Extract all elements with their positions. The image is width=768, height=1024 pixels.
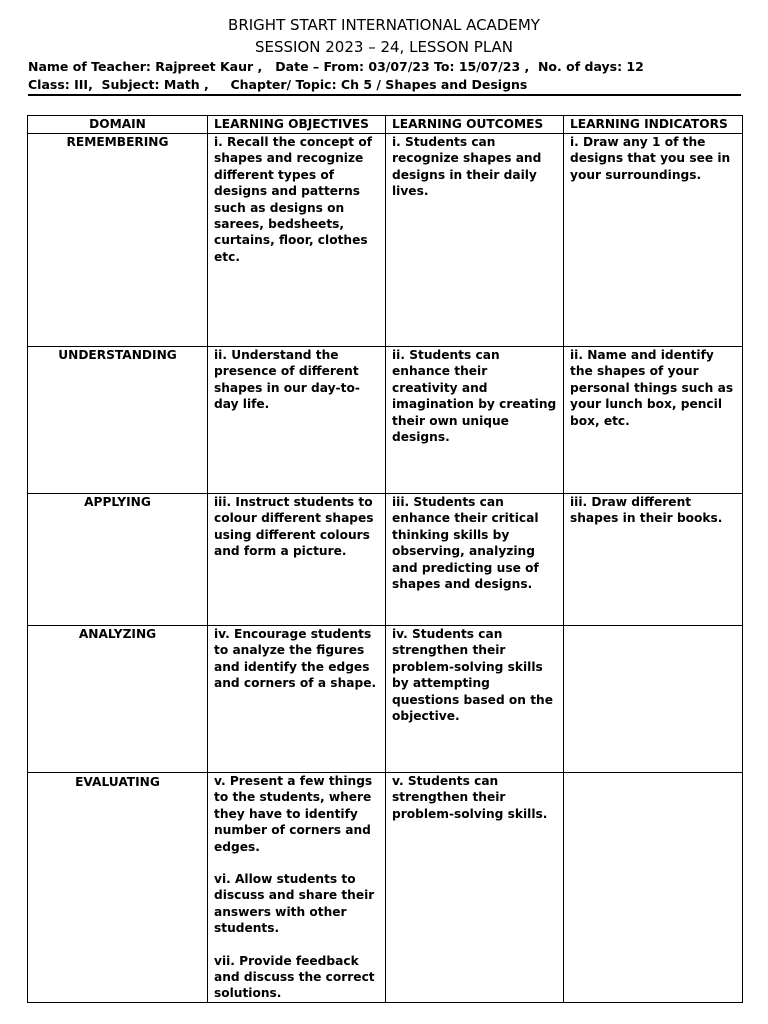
column-header-outcomes: LEARNING OUTCOMES [386, 116, 564, 134]
outcome-cell: ii. Students can enhance their creativity and imagination by creating their own unique designs. [386, 347, 564, 494]
domain-cell: UNDERSTANDING [28, 347, 208, 494]
objective-item: vi. Allow students to discuss and share their answers with other students. [214, 872, 375, 936]
header-rule [28, 94, 741, 96]
objective-cell [208, 773, 386, 1003]
teacher-date-line: Name of Teacher: Rajpreet Kaur , Date – From: 03/07/23 To: 15/07/23 , No. of days: 12 [28, 59, 644, 74]
indicator-cell: ii. Name and identify the shapes of your personal things such as your lunch box, pencil box, etc. [564, 347, 743, 494]
domain-cell: REMEMBERING [28, 134, 208, 347]
indicator-cell: iii. Draw different shapes in their books. [564, 494, 743, 626]
outcome-cell: iv. Students can strengthen their problem-solving skills by attempting questions based on the objective. [386, 626, 564, 773]
objective-spacer [214, 937, 379, 953]
outcome-cell: v. Students can strengthen their problem-solving skills. [386, 773, 564, 1003]
lesson-plan-table [27, 115, 743, 1003]
indicator-cell: i. Draw any 1 of the designs that you see in your surroundings. [564, 134, 743, 347]
objective-spacer [214, 855, 379, 871]
column-header-objectives: LEARNING OBJECTIVES [208, 116, 386, 134]
indicator-cell [564, 773, 743, 1003]
table-row [28, 773, 743, 1003]
school-title: BRIGHT START INTERNATIONAL ACADEMY [228, 16, 540, 34]
objective-cell: iii. Instruct students to colour different shapes using different colours and form a picture. [208, 494, 386, 626]
column-header-indicators: LEARNING INDICATORS [564, 116, 743, 134]
table-header-row [28, 116, 743, 134]
objective-item: v. Present a few things to the students, where they have to identify number of corners and edges. [214, 774, 373, 854]
table-row [28, 494, 743, 626]
indicator-cell [564, 626, 743, 773]
table-row [28, 626, 743, 773]
objective-cell: i. Recall the concept of shapes and recognize different types of designs and patterns such as designs on sarees, bedsheets, curtains, floor, clothes etc. [208, 134, 386, 347]
domain-cell: EVALUATING [28, 773, 208, 1003]
objective-cell: ii. Understand the presence of different shapes in our day-to-day life. [208, 347, 386, 494]
table-row [28, 347, 743, 494]
domain-cell: ANALYZING [28, 626, 208, 773]
outcome-cell: iii. Students can enhance their critical thinking skills by observing, analyzing and predicting use of shapes and designs. [386, 494, 564, 626]
column-header-domain: DOMAIN [28, 116, 208, 134]
session-title: SESSION 2023 – 24, LESSON PLAN [255, 38, 513, 56]
objective-cell: iv. Encourage students to analyze the figures and identify the edges and corners of a shape. [208, 626, 386, 773]
table-row [28, 134, 743, 347]
domain-cell: APPLYING [28, 494, 208, 626]
outcome-cell: i. Students can recognize shapes and designs in their daily lives. [386, 134, 564, 347]
objective-item: vii. Provide feedback and discuss the correct solutions. [214, 953, 375, 1001]
class-subject-line: Class: III, Subject: Math , Chapter/ Topic: Ch 5 / Shapes and Designs [28, 77, 528, 92]
